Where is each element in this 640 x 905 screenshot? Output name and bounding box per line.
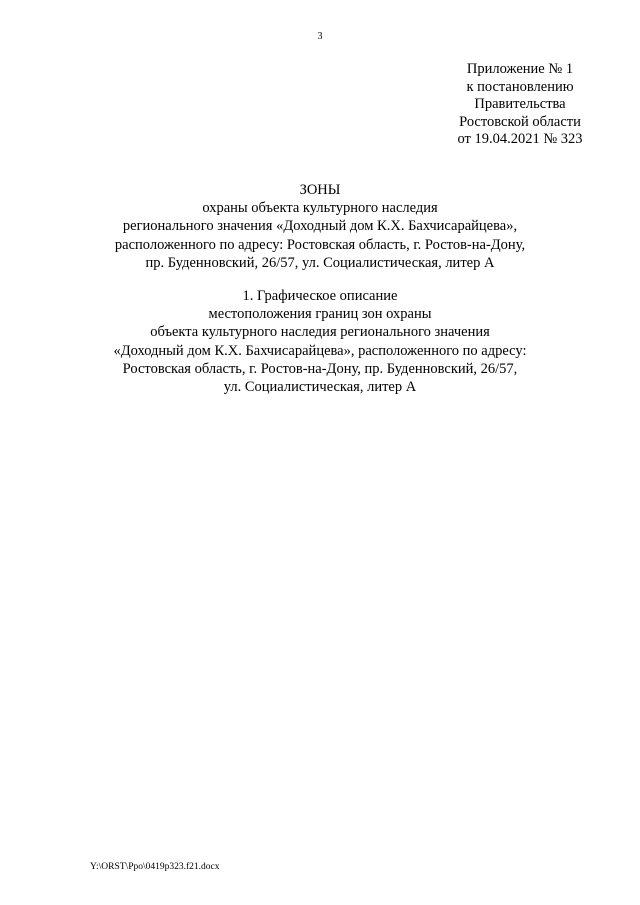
appendix-line: Приложение № 1 bbox=[466, 61, 574, 77]
section-1-heading bbox=[60, 287, 580, 396]
section-line: местоположения границ зон охраны bbox=[208, 306, 432, 323]
appendix-line: Правительства bbox=[474, 96, 566, 112]
section-line: 1. Графическое описание bbox=[242, 288, 398, 304]
title-line: расположенного по адресу: Ростовская область, г. Ростов-на-Дону, bbox=[114, 236, 526, 253]
appendix-line: Ростовской области bbox=[459, 113, 581, 130]
appendix-line: к постановлению bbox=[466, 78, 574, 95]
section-line: Ростовская область, г. Ростов-на-Дону, пр. Буденновский, 26/57, bbox=[122, 360, 518, 377]
footer-file-path: Y:\ORST\Ppo\0419p323.f21.docx bbox=[90, 862, 220, 872]
section-line: объекта культурного наследия регионального значения bbox=[150, 324, 490, 341]
appendix-block bbox=[420, 61, 620, 149]
title-line: регионального значения «Доходный дом К.Х. Бахчисарайцева», bbox=[122, 218, 518, 235]
section-line: ул. Социалистическая, литер А bbox=[223, 379, 417, 396]
document-title bbox=[60, 181, 580, 272]
title-line: пр. Буденновский, 26/57, ул. Социалистическая, литер А bbox=[145, 254, 495, 271]
title-heading: ЗОНЫ bbox=[299, 182, 341, 198]
section-line: «Доходный дом К.Х. Бахчисарайцева», расположенного по адресу: bbox=[113, 342, 527, 359]
appendix-line: от 19.04.2021 № 323 bbox=[457, 131, 583, 147]
page-number: 3 bbox=[317, 31, 323, 42]
title-line: охраны объекта культурного наследия bbox=[202, 200, 438, 217]
